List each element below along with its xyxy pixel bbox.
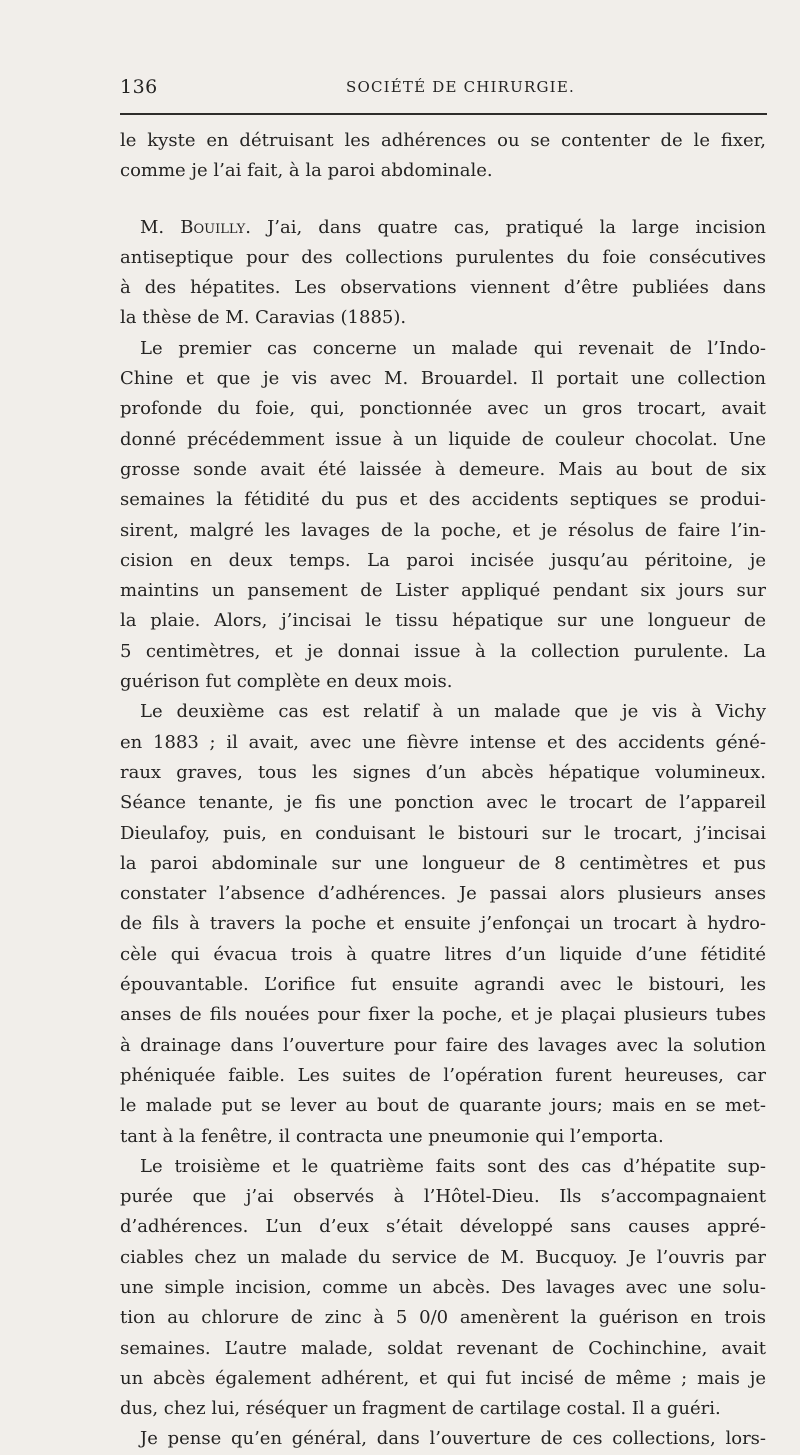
text-line: anses de fils nouées pour fixer la poche, et je plaçai plusieurs tubes [120,1004,766,1026]
text-line: cision en deux temps. La paroi incisée jusqu’au péritoine, je [120,549,766,571]
header-rule [120,113,767,115]
text-line: à drainage dans l’ouverture pour faire des lavages avec la solution [120,1034,766,1056]
text-line: antiseptique pour des collections purulentes du foie consécutives [120,246,766,268]
text-line: le kyste en détruisant les adhérences ou se contenter de le fixer, [120,130,766,151]
text-line: Dieulafoy, puis, en conduisant le bistouri sur le trocart, j’incisai [120,822,766,844]
text-line: le malade put se lever au bout de quarante jours; mais en se met- [120,1095,766,1117]
text-line: la plaie. Alors, j’incisai le tissu hépatique sur une longueur de [120,610,766,632]
paragraph [120,126,766,187]
paragraph [120,213,766,334]
text-line: guérison fut complète en deux mois. [120,671,453,693]
text-line: comme je l’ai fait, à la paroi abdominale. [120,160,493,182]
text-line: Le troisième et le quatrième faits sont des cas d’hépatite sup- [140,1155,766,1177]
paragraph [120,1152,766,1425]
text-line: Je pense qu’en général, dans l’ouverture de ces collections, lors- [140,1428,766,1450]
text-line: la paroi abdominale sur une longueur de 8 centimètres et pus [120,852,766,874]
running-head: SOCIÉTÉ DE CHIRURGIE. [346,78,575,96]
body-text [120,126,766,1455]
text-line: semaines. L’autre malade, soldat revenant de Cochinchine, avait [120,1337,766,1359]
text-line: tant à la fenêtre, il contracta une pneumonie qui l’emporta. [120,1125,664,1147]
text-line: sirent, malgré les lavages de la poche, et je résolus de faire l’in- [120,519,766,541]
text-line: semaines la fétidité du pus et des accidents septiques se produi- [120,489,766,511]
text-line: d’adhérences. L’un d’eux s’était développé sans causes appré- [120,1216,766,1238]
text-line: un abcès également adhérent, et qui fut incisé de même ; mais je [120,1367,766,1389]
text-line: Chine et que je vis avec M. Brouardel. Il portait une collection [120,368,766,390]
text-line: la thèse de M. Caravias (1885). [120,307,407,329]
text-line: Séance tenante, je fis une ponction avec le trocart de l’appareil [120,792,766,814]
text-line: dus, chez lui, réséquer un fragment de cartilage costal. Il a guéri. [120,1398,721,1420]
text-line: constater l’absence d’adhérences. Je passai alors plusieurs anses [120,883,766,905]
text-line: 5 centimètres, et je donnai issue à la collection purulente. La [120,640,766,662]
text-line: raux graves, tous les signes d’un abcès hépatique volumineux. [120,761,766,783]
speaker-name: M. Bouilly. [140,216,251,238]
paragraph [120,697,766,1151]
text-line: une simple incision, comme un abcès. Des lavages avec une solu- [120,1276,766,1298]
page-number: 136 [120,76,158,98]
text-line: grosse sonde avait été laissée à demeure. Mais au bout de six [120,458,766,480]
text-line: maintins un pansement de Lister appliqué pendant six jours sur [120,580,766,602]
paragraph [120,334,766,698]
text-line: Le premier cas concerne un malade qui revenait de l’Indo- [140,337,766,359]
text-line: épouvantable. L’orifice fut ensuite agrandi avec le bistouri, les [120,974,766,996]
page-header [120,76,768,100]
text-line: ciables chez un malade du service de M. Bucquoy. Je l’ouvris par [120,1246,766,1268]
text-line: tion au chlorure de zinc à 5 0/0 amenèrent la guérison en trois [120,1307,766,1329]
text-line: en 1883 ; il avait, avec une fièvre intense et des accidents géné- [120,731,766,753]
text-line [120,213,766,243]
text-fragment: J’ai, dans quatre cas, pratiqué la large incision [267,216,767,238]
paragraph [120,1424,766,1454]
text-line: à des hépatites. Les observations viennent d’être publiées dans [120,277,766,299]
text-line: profonde du foie, qui, ponctionnée avec un gros trocart, avait [120,398,766,420]
text-line: Le deuxième cas est relatif à un malade que je vis à Vichy [140,701,766,723]
text-line: de fils à travers la poche et ensuite j’enfonçai un trocart à hydro- [120,913,766,935]
text-line: cèle qui évacua trois à quatre litres d’un liquide d’une fétidité [120,943,766,965]
text-line: donné précédemment issue à un liquide de couleur chocolat. Une [120,428,766,450]
text-line: purée que j’ai observés à l’Hôtel-Dieu. Ils s’accompagnaient [120,1186,766,1208]
text-line: phéniquée faible. Les suites de l’opération furent heureuses, car [120,1064,766,1086]
